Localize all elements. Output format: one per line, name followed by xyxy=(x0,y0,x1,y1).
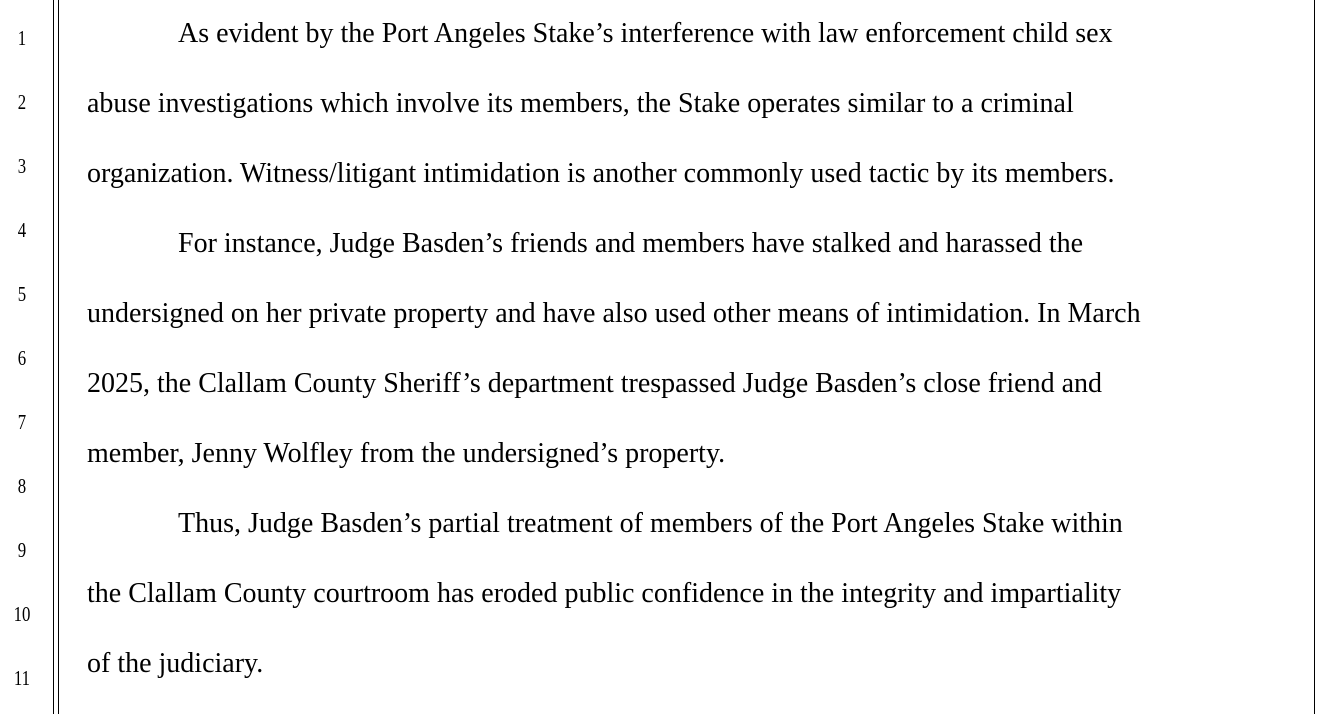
line-number: 6 xyxy=(17,346,27,370)
line-number: 9 xyxy=(17,538,27,562)
line-number: 4 xyxy=(17,218,27,242)
line-number: 2 xyxy=(17,90,27,114)
body-text-line: abuse investigations which involve its members, the Stake operates similar to a criminal xyxy=(87,88,1074,119)
line-number: 3 xyxy=(17,154,27,178)
body-text-line: undersigned on her private property and have also used other means of intimidation. In March xyxy=(87,298,1141,329)
body-text-line: member, Jenny Wolfley from the undersigned’s property. xyxy=(87,438,726,469)
body-text-line: the Clallam County courtroom has eroded public confidence in the integrity and impartiality xyxy=(87,578,1122,609)
body-text-line: As evident by the Port Angeles Stake’s interference with law enforcement child sex xyxy=(178,18,1113,49)
line-number: 5 xyxy=(17,282,27,306)
line-number: 10 xyxy=(13,602,31,626)
line-number: 1 xyxy=(17,26,27,50)
line-number: 8 xyxy=(17,474,27,498)
body-text-line: of the judiciary. xyxy=(87,648,264,679)
line-number: 7 xyxy=(17,410,27,434)
body-text-line: organization. Witness/litigant intimidation is another commonly used tactic by its members. xyxy=(87,158,1115,189)
body-text-line: For instance, Judge Basden’s friends and members have stalked and harassed the xyxy=(178,228,1084,259)
body-text-line: 2025, the Clallam County Sheriff’s department trespassed Judge Basden’s close friend and xyxy=(87,368,1103,399)
margin-rule-right xyxy=(1314,0,1315,714)
body-text-line: Thus, Judge Basden’s partial treatment of members of the Port Angeles Stake within xyxy=(178,508,1123,539)
line-number: 11 xyxy=(13,666,31,690)
